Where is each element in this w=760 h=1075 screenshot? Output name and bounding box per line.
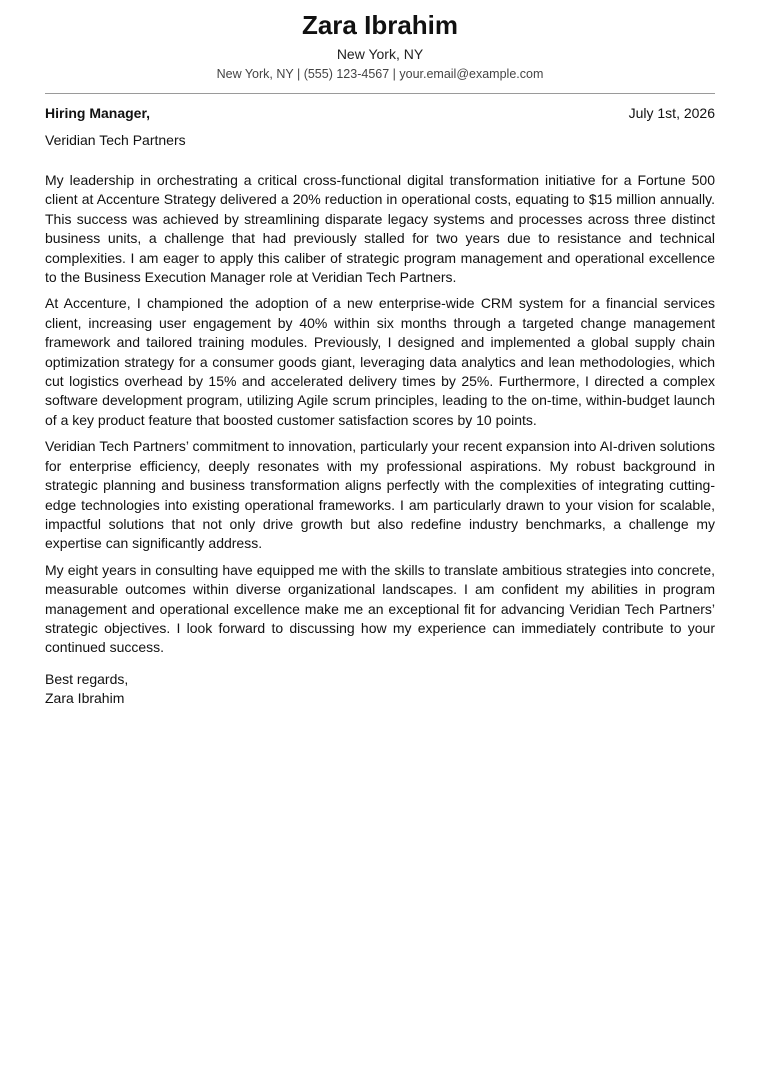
company-name: Veridian Tech Partners bbox=[45, 132, 186, 148]
body-paragraph-1: My leadership in orchestrating a critical cross-functional digital transformation initiative for a Fortune 500 client at Accenture Strategy delivered a 20% reduction in operational costs, equating to $15 million annually. This success was achieved by streamlining disparate legacy systems and processes across three distinct business units, a challenge that had previously stalled for two years due to resistance and technical complexities. I am eager to apply this caliber of strategic program management and operational excellence to the Business Execution Manager role at Veridian Tech Partners. bbox=[45, 172, 715, 286]
letter-body bbox=[45, 171, 715, 658]
applicant-location: New York, NY bbox=[336, 46, 424, 62]
header-divider bbox=[45, 93, 715, 94]
salutation-row bbox=[45, 103, 715, 123]
letter-closing bbox=[45, 670, 715, 709]
body-paragraph-4: My eight years in consulting have equipped me with the skills to translate ambitious strategies into concrete, measurable outcomes within diverse organizational landscapes. I am confident my abilities in program management and operational excellence make me an exceptional fit for advancing Veridian Tech Partners’ strategic objectives. I look forward to discussing how my experience can immediately contribute to your continued success. bbox=[45, 561, 715, 656]
closing-phrase: Best regards, bbox=[45, 670, 129, 687]
body-paragraph-3: Veridian Tech Partners’ commitment to innovation, particularly your recent expansion into AI-driven solutions for enterprise efficiency, deeply resonates with my professional aspirations. My robust background in strategic planning and business transformation aligns perfectly with the complexities of integrating cutting-edge technologies into existing operational frameworks. I am particularly drawn to your vision for scalable, impactful solutions that not only drive growth but also redefine industry benchmarks, a challenge my expertise can significantly address. bbox=[45, 438, 715, 552]
body-paragraph-2: At Accenture, I championed the adoption of a new enterprise-wide CRM system for a financial services client, increasing user engagement by 40% within six months through a targeted change management framework and tailored training modules. Previously, I designed and implemented a global supply chain optimization strategy for a consumer goods giant, leveraging data analytics and lean methodologies, which cut logistics overhead by 15% and accelerated delivery times by 25%. Furthermore, I directed a complex software development program, utilizing Agile scrum principles, leading to the on-time, within-budget launch of a key product feature that boosted customer satisfaction scores by 10 points. bbox=[45, 295, 715, 428]
recipient-salutation: Hiring Manager, bbox=[45, 105, 151, 121]
letter-date: July 1st, 2026 bbox=[628, 105, 715, 121]
letter-header bbox=[45, 8, 715, 83]
applicant-name: Zara Ibrahim bbox=[301, 10, 459, 40]
contact-line: New York, NY | (555) 123-4567 | your.email@example.com bbox=[216, 67, 544, 81]
signature-name: Zara Ibrahim bbox=[45, 690, 125, 707]
